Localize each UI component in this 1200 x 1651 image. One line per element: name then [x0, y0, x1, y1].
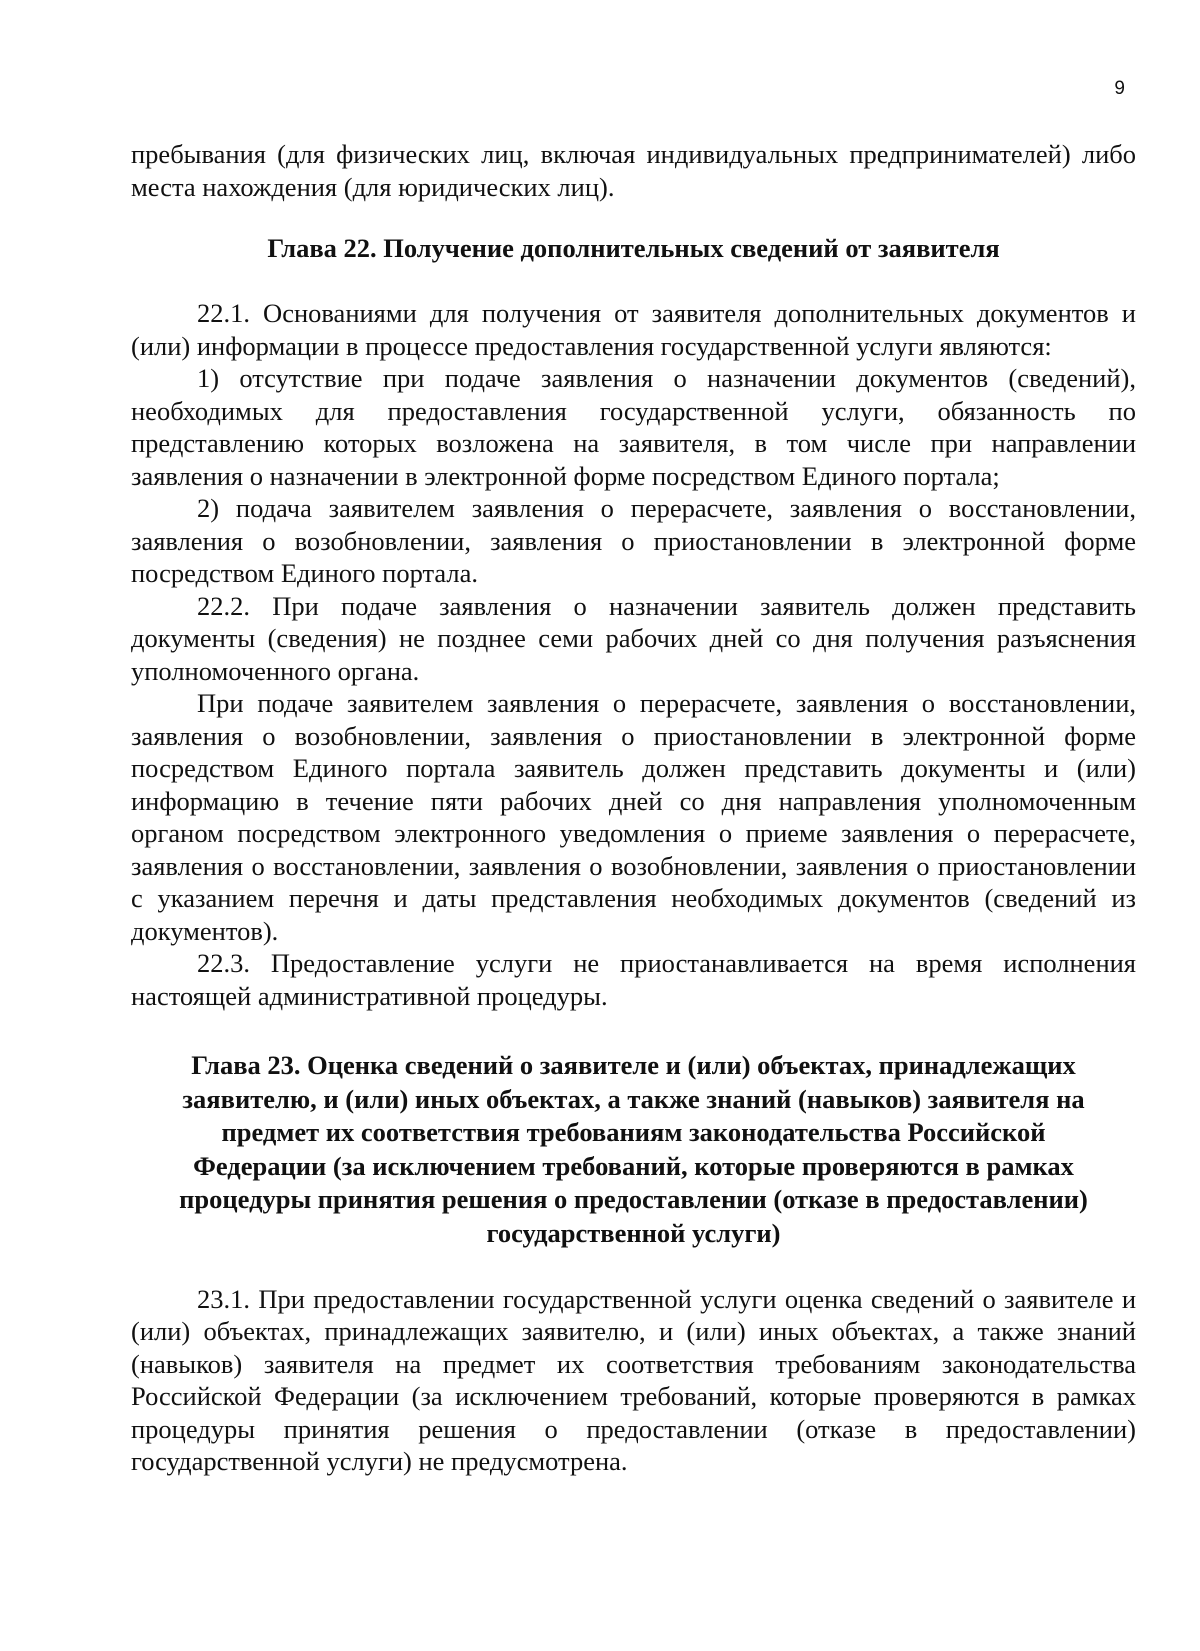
clause-22-3: 22.3. Предоставление услуги не приостанавливается на время исполнения настоящей административной процедуры.: [131, 948, 1136, 1011]
chapter-23-heading: Глава 23. Оценка сведений о заявителе и (или) объектах, принадлежащих заявителю, и (или) иных объектах, а также знаний (навыков) заявителя на предмет их соответствия требованиям законодательства Российской Федерации (за исключением требований, которые проверяются в рамках процедуры принятия решения о предоставлении (отказе в предоставлении) государственной услуги): [179, 1050, 1088, 1248]
clause-22-2-continued: При подаче заявителем заявления о перерасчете, заявления о восстановлении, заявления о возобновлении, заявления о приостановлении в электронной форме посредством Единого портала заявитель должен представить документы и (или) информацию в течение пяти рабочих дней со дня направления уполномоченным органом посредством электронного уведомления о приеме заявления о перерасчете, заявления о восстановлении, заявления о возобновлении, заявления о приостановлении с указанием перечня и даты представления необходимых документов (сведений из документов).: [131, 688, 1136, 946]
clause-22-1-item-2: 2) подача заявителем заявления о перерасчете, заявления о восстановлении, заявления о возобновлении, заявления о приостановлении в электронной форме посредством Единого портала.: [131, 493, 1136, 588]
clause-23-1: 23.1. При предоставлении государственной услуги оценка сведений о заявителе и (или) объектах, принадлежащих заявителю, и (или) иных объектах, а также знаний (навыков) заявителя на предмет их соответствия требованиям законодательства Российской Федерации (за исключением требований, которые проверяются в рамках процедуры принятия решения о предоставлении (отказе в предоставлении) государственной услуги) не предусмотрена.: [131, 1283, 1136, 1477]
page-content: [131, 138, 1136, 1478]
chapter-22-heading: Глава 22. Получение дополнительных сведений от заявителя: [267, 233, 1000, 263]
clause-22-1: 22.1. Основаниями для получения от заявителя дополнительных документов и (или) информации в процессе предоставления государственной услуги являются:: [131, 298, 1136, 361]
page-number: 9: [1114, 78, 1125, 99]
continuation-paragraph: пребывания (для физических лиц, включая индивидуальных предпринимателей) либо места нахождения (для юридических лиц).: [131, 139, 1136, 202]
clause-22-2: 22.2. При подаче заявления о назначении заявитель должен представить документы (сведения) не позднее семи рабочих дней со дня получения разъяснения уполномоченного органа.: [131, 590, 1136, 686]
clause-22-1-item-1: 1) отсутствие при подаче заявления о назначении документов (сведений), необходимых для предоставления государственной услуги, обязанность по представлению которых возложена на заявителя, в том числе при направлении заявления о назначении в электронной форме посредством Единого портала;: [131, 363, 1136, 491]
